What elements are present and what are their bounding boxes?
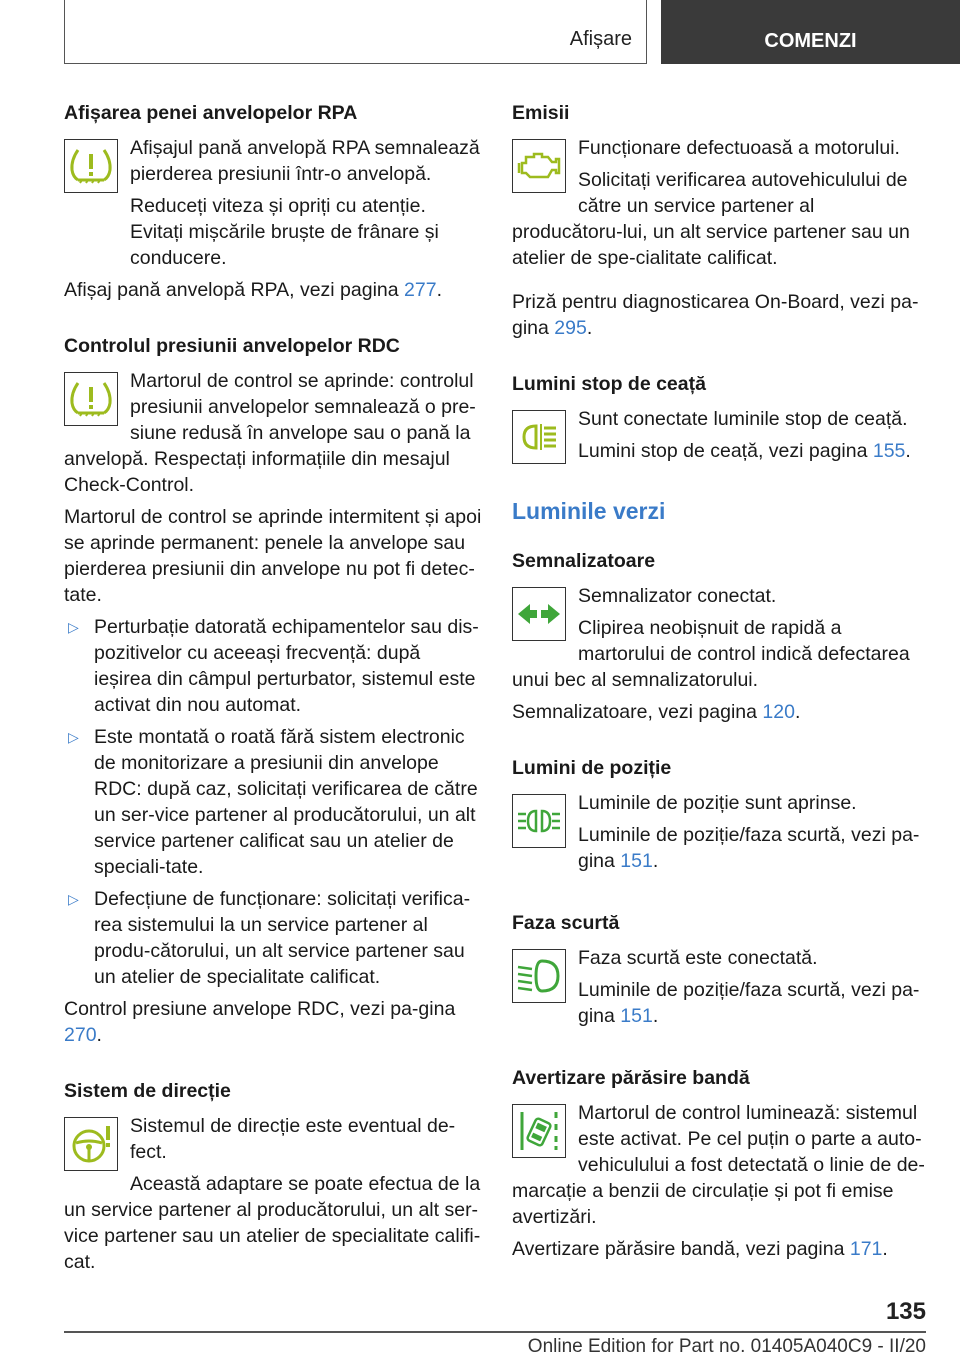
rpa-p2-start xyxy=(64,193,482,271)
lane-departure-section xyxy=(512,1065,926,1262)
fog-p1: Sunt conectate luminile stop de ceață. xyxy=(578,408,908,430)
turn-signal-section xyxy=(512,548,926,725)
rdc-bullet-3: Defecțiune de funcționare: solicitați verifica-rea sistemului la un service partener al produ-cătorului, un alt service partener sau un atelier de specialitate calificat. xyxy=(94,888,471,988)
list-item xyxy=(64,724,482,880)
rdc-section xyxy=(64,333,482,1048)
low-beam-ref xyxy=(512,977,926,1029)
rpa-title: Afișarea penei anvelopelor RPA xyxy=(64,102,358,124)
rpa-p1: Afișajul pană anvelopă RPA semnalează pierderea presiunii într-o anvelopă. xyxy=(130,137,480,185)
emissions-ref xyxy=(512,289,926,341)
header-section-box xyxy=(64,0,647,64)
fog-section xyxy=(512,371,926,470)
header-section-title: Afișare xyxy=(569,28,632,50)
low-beam-title: Faza scurtă xyxy=(512,912,620,934)
position-lights-ref xyxy=(512,822,926,874)
lane-departure-ref-text: Avertizare părăsire bandă, vezi pagina xyxy=(512,1238,850,1260)
rpa-ref-end: . xyxy=(436,279,442,301)
triangle-bullet-icon: ▷ xyxy=(68,729,79,745)
rdc-p2: Martorul de control se aprinde intermitent și apoi se aprinde permanent: penele la anvelope sau pierderea presiunii din anvelope nu pot fi detec-tate. xyxy=(64,506,482,606)
list-item xyxy=(64,886,482,990)
rpa-ref xyxy=(64,277,482,303)
steering-p2: Această adaptare se poate efectua de la un service partener al producătorului, un alt ser-vice partener sau un atelier de specialitate califi-cat. xyxy=(64,1173,481,1273)
rdc-ref-end: . xyxy=(96,1024,102,1046)
low-beam-ref-end: . xyxy=(652,1005,659,1027)
green-lights-heading: Luminile verzi xyxy=(512,498,666,524)
turn-signal-title: Semnalizatoare xyxy=(512,550,656,572)
rdc-ref-text: Control presiune anvelope RDC, vezi pa-gina xyxy=(64,998,456,1020)
low-beam-icon xyxy=(512,949,566,1003)
emissions-section xyxy=(512,100,926,341)
turn-signal-p1: Semnalizator conectat. xyxy=(578,585,777,607)
rdc-bullet-2: Este montată o roată fără sistem electronic de monitorizare a presiunii din anvelope RDC: după caz, solicitați verificarea de către un ser-vice partener al producătorului, un alt service partener calificat sau un atelier de speciali-tate. xyxy=(94,726,478,878)
footer-edition: Online Edition for Part no. 01405A040C9 - II/20 xyxy=(527,1336,926,1357)
emissions-p2: Solicitați verificarea autovehiculului de către un service partener al producătoru-lui, un alt service partener sau un atelier de spe-cialitate calificat. xyxy=(512,169,910,269)
position-lights-ref-text: Luminile de poziție/faza scurtă, vezi pa-gina xyxy=(578,824,920,872)
low-beam-ref-text: Luminile de poziție/faza scurtă, vezi pa-gina xyxy=(578,979,920,1027)
lane-departure-ref-link[interactable]: 171 xyxy=(849,1238,883,1260)
page-number: 135 xyxy=(885,1298,926,1325)
turn-signal-ref-link[interactable]: 120 xyxy=(762,701,795,723)
page-header xyxy=(64,0,960,66)
rdc-bullet-list xyxy=(64,614,482,990)
steering-p1: Sistemul de direcție este eventual de-fect. xyxy=(130,1115,456,1163)
rear-fog-light-icon xyxy=(512,410,566,464)
rpa-ref-link[interactable]: 277 xyxy=(404,279,437,301)
position-lights-ref-link[interactable]: 151 xyxy=(620,850,653,872)
fog-ref xyxy=(512,438,926,464)
rpa-p2: Reduceți viteza și opriți cu atenție. Evitați mișcările bruște de frânare și conducere. xyxy=(130,195,439,269)
steering-section xyxy=(64,1078,482,1281)
rdc-ref xyxy=(64,996,482,1048)
fog-ref-text: Lumini stop de ceață, vezi pagina xyxy=(578,440,873,462)
fog-ref-link[interactable]: 155 xyxy=(872,440,906,462)
right-column xyxy=(512,100,926,1292)
steering-title: Sistem de direcție xyxy=(64,1080,231,1102)
turn-signal-arrows-icon xyxy=(512,587,566,641)
lane-departure-ref xyxy=(512,1236,926,1262)
low-beam-section xyxy=(512,910,926,1035)
emissions-ref-text: Priză pentru diagnosticarea On-Board, vezi pa-gina xyxy=(512,291,919,339)
low-beam-p1: Faza scurtă este conectată. xyxy=(578,947,818,969)
fog-ref-end: . xyxy=(905,440,911,462)
position-lights-icon xyxy=(512,794,566,848)
emissions-p1: Funcționare defectuoasă a motorului. xyxy=(578,137,900,159)
lane-departure-p1: Martorul de control luminează: sistemul este activat. Pe cel puțin o parte a auto-vehiculului a fost detectată o linie de de-marcație a benzii de circulație și pot fi emise avertizări. xyxy=(512,1102,925,1228)
emissions-title: Emisii xyxy=(512,102,570,124)
position-lights-title: Lumini de poziție xyxy=(512,757,672,779)
fog-title: Lumini stop de ceață xyxy=(512,373,706,395)
emissions-ref-link[interactable]: 295 xyxy=(554,317,587,339)
tire-pressure-control-icon xyxy=(64,372,118,426)
rdc-p1: Martorul de control se aprinde: controlul presiunii anvelopelor semnalează o pre-siune redusă în anvelope sau o pană la anvelopă. Respectați informațiile din mesajul Check-Control. xyxy=(64,370,476,496)
turn-signal-ref xyxy=(512,699,926,725)
engine-check-icon xyxy=(512,139,566,193)
emissions-ref-end: . xyxy=(586,317,593,339)
header-chapter-tab: COMENZI xyxy=(661,0,960,64)
rpa-ref-text: Afișaj pană anvelopă RPA, vezi pagina xyxy=(64,279,405,301)
rpa-section xyxy=(64,100,482,303)
position-lights-p1: Luminile de poziție sunt aprinse. xyxy=(578,792,857,814)
low-beam-ref-link[interactable]: 151 xyxy=(620,1005,653,1027)
list-item xyxy=(64,614,482,718)
triangle-bullet-icon: ▷ xyxy=(68,891,79,907)
triangle-bullet-icon: ▷ xyxy=(68,619,79,635)
steering-wheel-warning-icon xyxy=(64,1117,118,1171)
rdc-ref-link[interactable]: 270 xyxy=(64,1024,97,1046)
position-lights-ref-end: . xyxy=(652,850,659,872)
left-column xyxy=(64,100,482,1311)
lane-departure-ref-end: . xyxy=(882,1238,888,1260)
tire-pressure-warning-icon xyxy=(64,139,118,193)
rdc-title: Controlul presiunii anvelopelor RDC xyxy=(64,335,400,357)
lane-departure-icon xyxy=(512,1104,566,1158)
rdc-bullet-1: Perturbație datorată echipamentelor sau dis-pozitivelor cu aceeași frecvență: după ieșirea din câmpul perturbator, sistemul este activat din nou automat. xyxy=(94,616,479,716)
turn-signal-p2: Clipirea neobișnuit de rapidă a martorului de control indică defectarea unui bec al semnalizatorului. xyxy=(512,617,910,691)
turn-signal-ref-text: Semnalizatoare, vezi pagina xyxy=(512,701,763,723)
footer-divider xyxy=(64,1331,926,1333)
lane-departure-title: Avertizare părăsire bandă xyxy=(512,1067,750,1089)
turn-signal-ref-end: . xyxy=(794,701,801,723)
position-lights-section xyxy=(512,755,926,880)
